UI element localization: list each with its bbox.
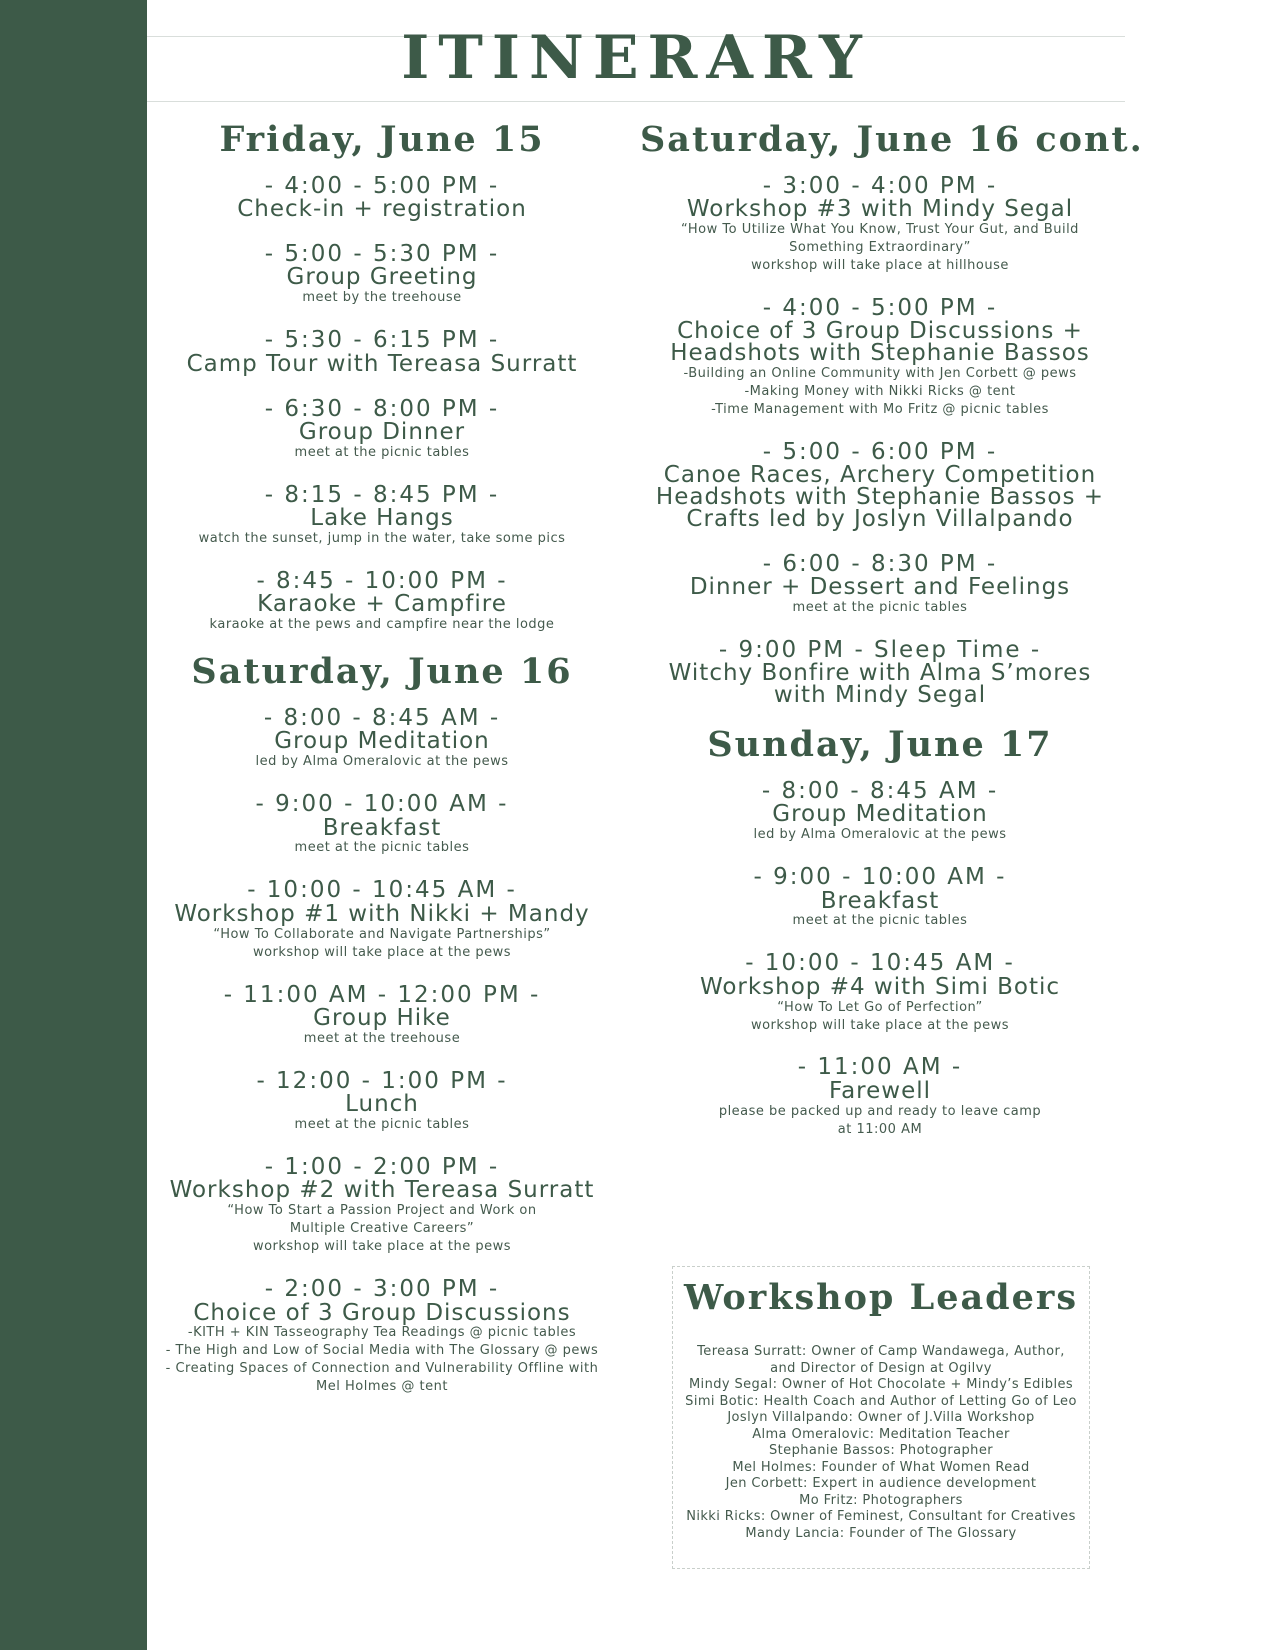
event-name: Canoe Races, Archery Competition Headshots with Stephanie Bassos + Crafts led by Joslyn Villalpando: [655, 462, 1105, 532]
event-time: - 10:00 - 10:45 AM -: [247, 877, 517, 904]
event-name: Breakfast: [322, 814, 442, 841]
event-name: Witchy Bonfire with Alma S’mores with Mindy Segal: [668, 660, 1092, 709]
event-item: [142, 568, 622, 634]
event-item: [142, 241, 622, 307]
event-notes: [142, 530, 622, 548]
left-column: [142, 112, 622, 1416]
event-notes: [142, 616, 622, 634]
event-item: [640, 778, 1120, 844]
event-time: - 9:00 - 10:00 AM -: [255, 791, 509, 818]
event-notes: [142, 1202, 622, 1256]
event-time: - 2:00 - 3:00 PM -: [264, 1276, 500, 1303]
event-time: - 8:15 - 8:45 PM -: [264, 481, 500, 508]
event-notes: [640, 1103, 1120, 1139]
leader-line: Tereasa Surratt: Owner of Camp Wandawega, Author,: [697, 1344, 1065, 1359]
event-name: Workshop #2 with Tereasa Surratt: [169, 1177, 595, 1204]
event-item: [640, 637, 1120, 707]
event-name: Check-in + registration: [237, 196, 527, 223]
event-time: - 5:00 - 6:00 PM -: [762, 438, 998, 465]
event-item: [640, 950, 1120, 1034]
event-note: “How To Collaborate and Navigate Partnerships”: [213, 926, 551, 942]
leader-line: Alma Omeralovic: Meditation Teacher: [752, 1426, 1010, 1442]
event-notes: [640, 912, 1120, 930]
event-item: [640, 864, 1120, 930]
event-note: karaoke at the pews and campfire near the lodge: [209, 617, 555, 633]
leader-line: Simi Botic: Health Coach and Author of Letting Go of Leo: [685, 1393, 1077, 1409]
title-area: [147, 0, 1125, 106]
workshop-leaders-box: [672, 1266, 1090, 1569]
event-note: workshop will take place at hillhouse: [751, 257, 1009, 273]
event-time: - 4:00 - 5:00 PM -: [762, 294, 998, 321]
event-time: - 11:00 AM - 12:00 PM -: [223, 981, 541, 1008]
event-note: meet at the picnic tables: [792, 600, 968, 616]
event-name: Group Dinner: [298, 418, 466, 445]
leader-line: and Director of Design at Ogilvy: [770, 1360, 992, 1376]
right-column: [640, 112, 1144, 1159]
event-time: - 8:00 - 8:45 AM -: [263, 704, 501, 731]
event-name: Group Meditation: [274, 728, 490, 755]
event-note: Mel Holmes @ tent: [316, 1379, 448, 1395]
leader-line: Jen Corbett: Expert in audience development: [725, 1476, 1037, 1491]
event-time: - 8:00 - 8:45 AM -: [761, 777, 999, 804]
event-note: -KITH + KIN Tasseography Tea Readings @ picnic tables: [187, 1325, 577, 1341]
event-note: meet by the treehouse: [302, 290, 462, 306]
event-item: [142, 877, 622, 961]
event-item: [640, 1054, 1120, 1138]
event-note: “How To Start a Passion Project and Work on: [227, 1203, 537, 1219]
event-note: - Creating Spaces of Connection and Vulnerability Offline with: [165, 1361, 599, 1377]
event-notes: [142, 1116, 622, 1134]
event-time: - 4:00 - 5:00 PM -: [264, 172, 500, 199]
workshop-leaders-heading: Workshop Leaders: [683, 1277, 1079, 1318]
event-note: led by Alma Omeralovic at the pews: [753, 827, 1007, 843]
leader-line: Joslyn Villalpando: Owner of J.Villa Workshop: [727, 1410, 1035, 1425]
event-name: Karaoke + Campfire: [257, 591, 507, 618]
event-name: Camp Tour with Tereasa Surratt: [186, 350, 578, 377]
leader-line: Nikki Ricks: Owner of Feminest, Consultant for Creatives: [686, 1509, 1076, 1524]
event-item: [640, 295, 1120, 419]
leader-line: Mindy Segal: Owner of Hot Chocolate + Mindy’s Edibles: [688, 1377, 1074, 1392]
event-item: [640, 439, 1120, 531]
event-name: Group Hike: [313, 1004, 451, 1031]
event-name: Farewell: [828, 1077, 932, 1104]
event-item: [142, 982, 622, 1048]
event-note: led by Alma Omeralovic at the pews: [255, 754, 509, 770]
event-item: [142, 1154, 622, 1256]
event-time: - 9:00 PM - Sleep Time -: [718, 636, 1042, 663]
event-note: workshop will take place at the pews: [750, 1017, 1010, 1033]
event-note: -Building an Online Community with Jen Corbett @ pews: [683, 365, 1077, 381]
event-name: Group Meditation: [772, 801, 988, 828]
event-time: - 3:00 - 4:00 PM -: [762, 172, 998, 199]
event-note: meet at the picnic tables: [792, 913, 968, 929]
event-time: - 5:30 - 6:15 PM -: [264, 327, 500, 354]
event-item: [142, 705, 622, 771]
day-heading: Friday, June 15: [219, 119, 545, 160]
event-item: [640, 551, 1120, 617]
event-time: - 11:00 AM -: [797, 1054, 963, 1081]
event-note: -Making Money with Nikki Ricks @ tent: [744, 383, 1016, 399]
event-notes: [640, 999, 1120, 1035]
event-note: “How To Utilize What You Know, Trust Your Gut, and Build: [681, 222, 1079, 238]
event-note: at 11:00 AM: [837, 1121, 923, 1137]
event-note: Something Extraordinary”: [789, 239, 971, 255]
event-item: [142, 482, 622, 548]
event-time: - 6:00 - 8:30 PM -: [762, 550, 998, 577]
leader-line: Mel Holmes: Founder of What Women Read: [732, 1459, 1030, 1475]
event-notes: [142, 839, 622, 857]
event-name: Group Greeting: [286, 264, 478, 291]
event-notes: [142, 753, 622, 771]
event-note: please be packed up and ready to leave camp: [718, 1103, 1042, 1119]
event-name: Dinner + Dessert and Feelings: [689, 574, 1071, 601]
event-note: “How To Let Go of Perfection”: [777, 999, 983, 1015]
event-name: Choice of 3 Group Discussions + Headshots with Stephanie Bassos: [670, 318, 1090, 367]
event-time: - 10:00 - 10:45 AM -: [745, 950, 1015, 977]
event-note: workshop will take place at the pews: [252, 1239, 512, 1255]
event-name: Lake Hangs: [310, 505, 454, 532]
event-note: meet at the picnic tables: [294, 1117, 470, 1133]
event-note: meet at the treehouse: [303, 1030, 461, 1046]
leader-line: Mandy Lancia: Founder of The Glossary: [745, 1525, 1017, 1541]
workshop-leaders-list: [673, 1344, 1089, 1542]
day-heading: Sunday, June 17: [707, 724, 1053, 766]
event-name: Breakfast: [820, 887, 940, 914]
event-time: - 6:30 - 8:00 PM -: [264, 395, 500, 422]
event-note: -Time Management with Mo Fritz @ picnic tables: [711, 401, 1049, 417]
event-notes: [640, 599, 1120, 617]
event-note: workshop will take place at the pews: [252, 944, 512, 960]
event-notes: [142, 289, 622, 307]
event-name: Lunch: [345, 1091, 419, 1118]
event-note: watch the sunset, jump in the water, take some pics: [198, 531, 566, 547]
event-note: meet at the picnic tables: [294, 840, 470, 856]
event-notes: [142, 1030, 622, 1048]
event-item: [142, 1068, 622, 1134]
event-time: - 9:00 - 10:00 AM -: [753, 864, 1007, 891]
day-heading: Saturday, June 16: [191, 651, 573, 693]
event-notes: [640, 365, 1120, 419]
event-time: - 8:45 - 10:00 PM -: [256, 567, 508, 594]
event-name: Workshop #3 with Mindy Segal: [686, 196, 1074, 223]
event-notes: [640, 826, 1120, 844]
event-time: - 1:00 - 2:00 PM -: [264, 1153, 500, 1180]
event-item: [142, 173, 622, 221]
event-item: [142, 327, 622, 375]
event-time: - 12:00 - 1:00 PM -: [256, 1067, 508, 1094]
event-time: - 5:00 - 5:30 PM -: [264, 241, 500, 268]
title-rule-bottom: [147, 101, 1125, 102]
event-note: - The High and Low of Social Media with The Glossary @ pews: [165, 1343, 599, 1359]
event-note: meet at the picnic tables: [294, 444, 470, 460]
event-name: Workshop #4 with Simi Botic: [699, 973, 1061, 1000]
page-title: ITINERARY: [401, 23, 871, 93]
event-item: [142, 1276, 622, 1396]
event-notes: [142, 444, 622, 462]
event-name: Workshop #1 with Nikki + Mandy: [174, 900, 590, 927]
event-name: Choice of 3 Group Discussions: [193, 1299, 571, 1326]
event-notes: [640, 221, 1120, 275]
event-notes: [142, 926, 622, 962]
event-note: Multiple Creative Careers”: [289, 1221, 475, 1237]
leader-line: Mo Fritz: Photographers: [799, 1492, 963, 1508]
event-notes: [142, 1324, 622, 1396]
leader-line: Stephanie Bassos: Photographer: [769, 1443, 993, 1458]
event-item: [640, 173, 1120, 275]
day-heading: Saturday, June 16 cont.: [640, 119, 1144, 160]
sidebar-band: [0, 0, 147, 1650]
event-item: [142, 791, 622, 857]
event-item: [142, 396, 622, 462]
